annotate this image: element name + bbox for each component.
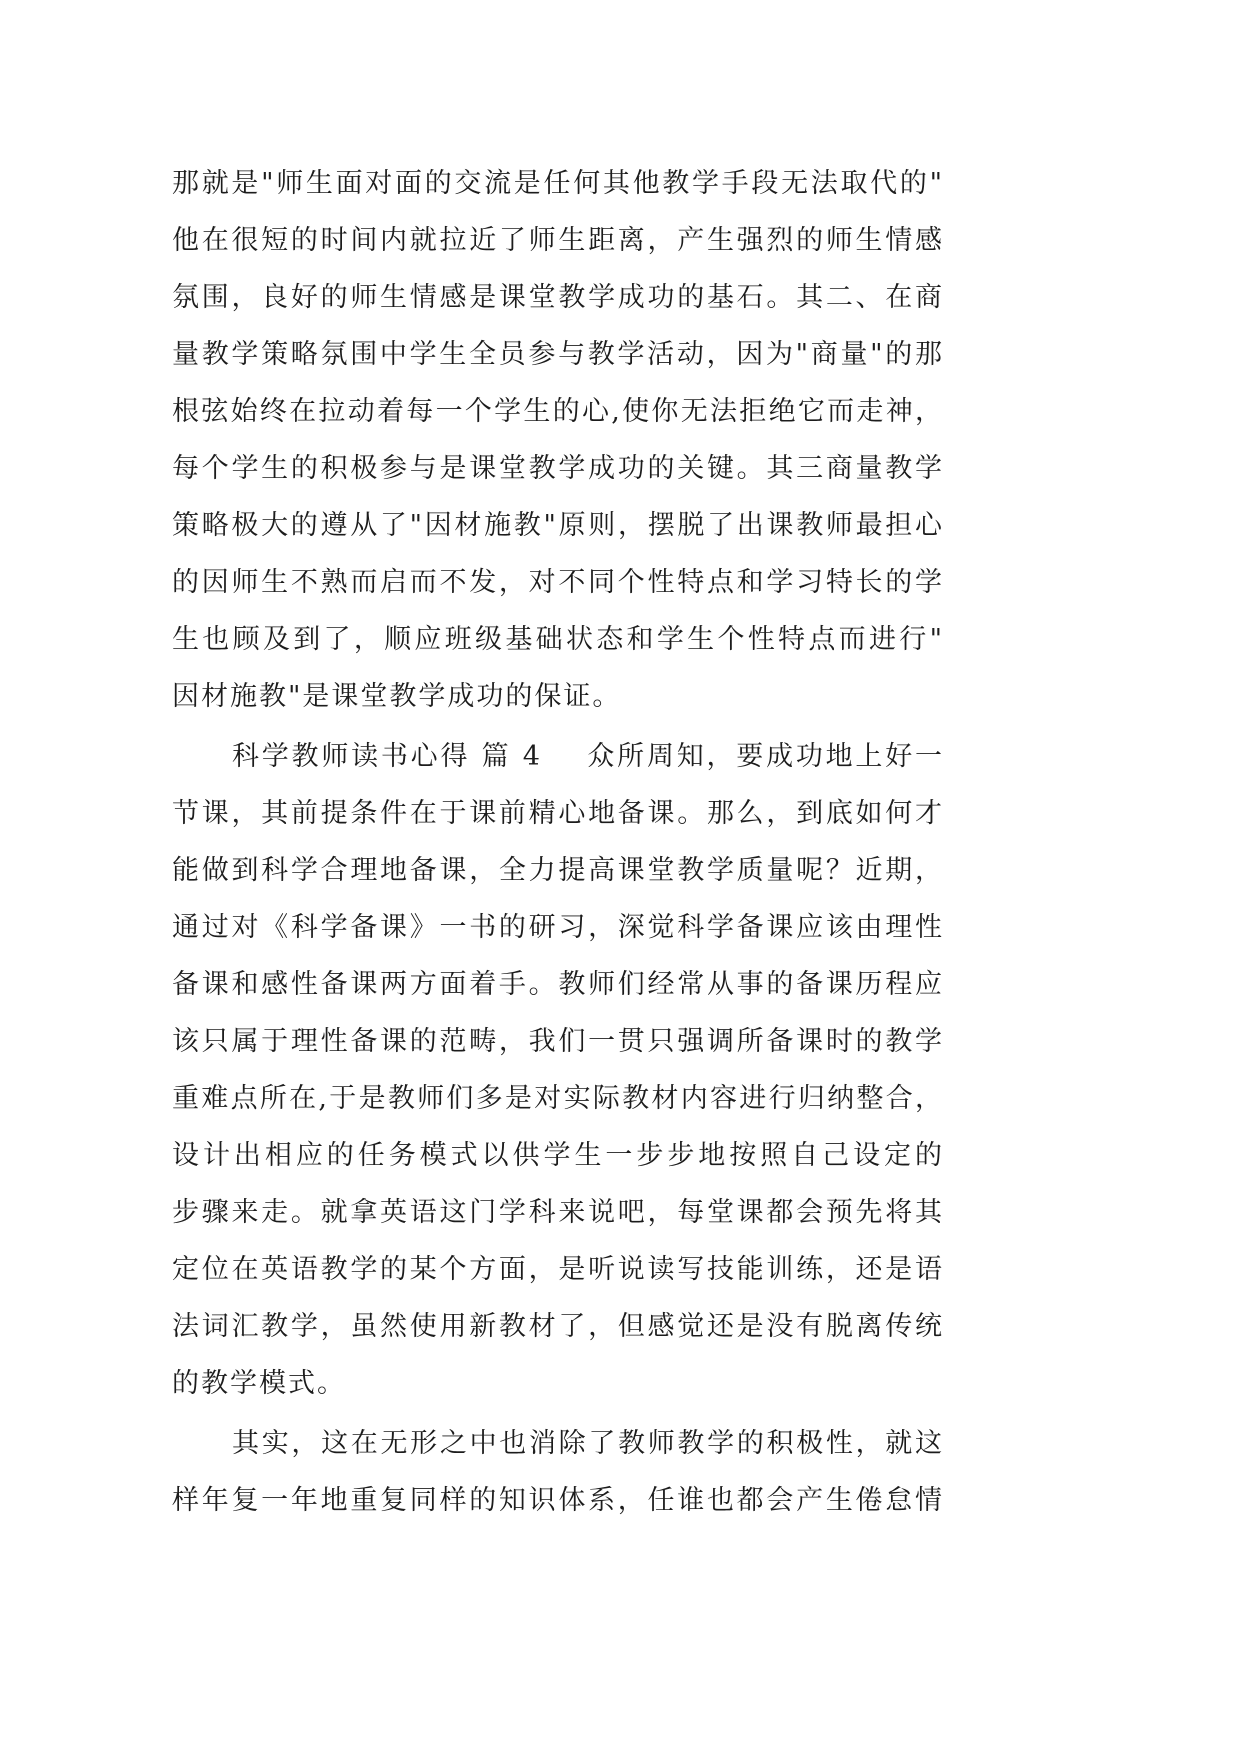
text-line: 设计出相应的任务模式以供学生一步步地按照自己设定的 xyxy=(172,1140,944,1171)
text-line: 那就是"师生面对面的交流是任何其他教学手段无法取代的" xyxy=(172,168,944,199)
text-line: 样年复一年地重复同样的知识体系，任谁也都会产生倦怠情 xyxy=(172,1485,944,1516)
text-line: 通过对《科学备课》一书的研习，深觉科学备课应该由理性 xyxy=(172,912,944,943)
text-line: 他在很短的时间内就拉近了师生距离，产生强烈的师生情感 xyxy=(172,225,944,256)
paragraph xyxy=(172,1415,944,1529)
text-line: 每个学生的积极参与是课堂教学成功的关键。其三商量教学 xyxy=(172,453,944,484)
text-line: 量教学策略氛围中学生全员参与教学活动，因为"商量"的那 xyxy=(172,339,944,370)
section-heading-line: 科学教师读书心得 篇 4 众所周知，要成功地上好一 xyxy=(232,741,944,772)
paragraph xyxy=(172,728,944,1412)
text-line: 氛围，良好的师生情感是课堂教学成功的基石。其二、在商 xyxy=(172,282,944,313)
text-line: 策略极大的遵从了"因材施教"原则，摆脱了出课教师最担心 xyxy=(172,510,944,541)
text-line: 能做到科学合理地备课，全力提高课堂教学质量呢？近期， xyxy=(172,855,944,886)
text-line: 法词汇教学，虽然使用新教材了，但感觉还是没有脱离传统 xyxy=(172,1311,944,1342)
text-line: 的因师生不熟而启而不发，对不同个性特点和学习特长的学 xyxy=(172,567,944,598)
text-line: 重难点所在,于是教师们多是对实际教材内容进行归纳整合， xyxy=(172,1083,944,1114)
text-line: 的教学模式。 xyxy=(172,1368,346,1399)
text-line: 备课和感性备课两方面着手。教师们经常从事的备课历程应 xyxy=(172,969,944,1000)
text-line: 生也顾及到了，顺应班级基础状态和学生个性特点而进行" xyxy=(172,624,944,655)
text-line: 定位在英语教学的某个方面，是听说读写技能训练，还是语 xyxy=(172,1254,944,1285)
text-line: 节课，其前提条件在于课前精心地备课。那么，到底如何才 xyxy=(172,798,944,829)
text-line: 该只属于理性备课的范畴，我们一贯只强调所备课时的教学 xyxy=(172,1026,944,1057)
text-line: 步骤来走。就拿英语这门学科来说吧，每堂课都会预先将其 xyxy=(172,1197,944,1228)
text-line: 根弦始终在拉动着每一个学生的心,使你无法拒绝它而走神， xyxy=(172,396,944,427)
text-line: 因材施教"是课堂教学成功的保证。 xyxy=(172,681,622,712)
document-body xyxy=(172,155,944,1529)
text-line: 其实，这在无形之中也消除了教师教学的积极性，就这 xyxy=(232,1428,944,1459)
paragraph xyxy=(172,155,944,725)
